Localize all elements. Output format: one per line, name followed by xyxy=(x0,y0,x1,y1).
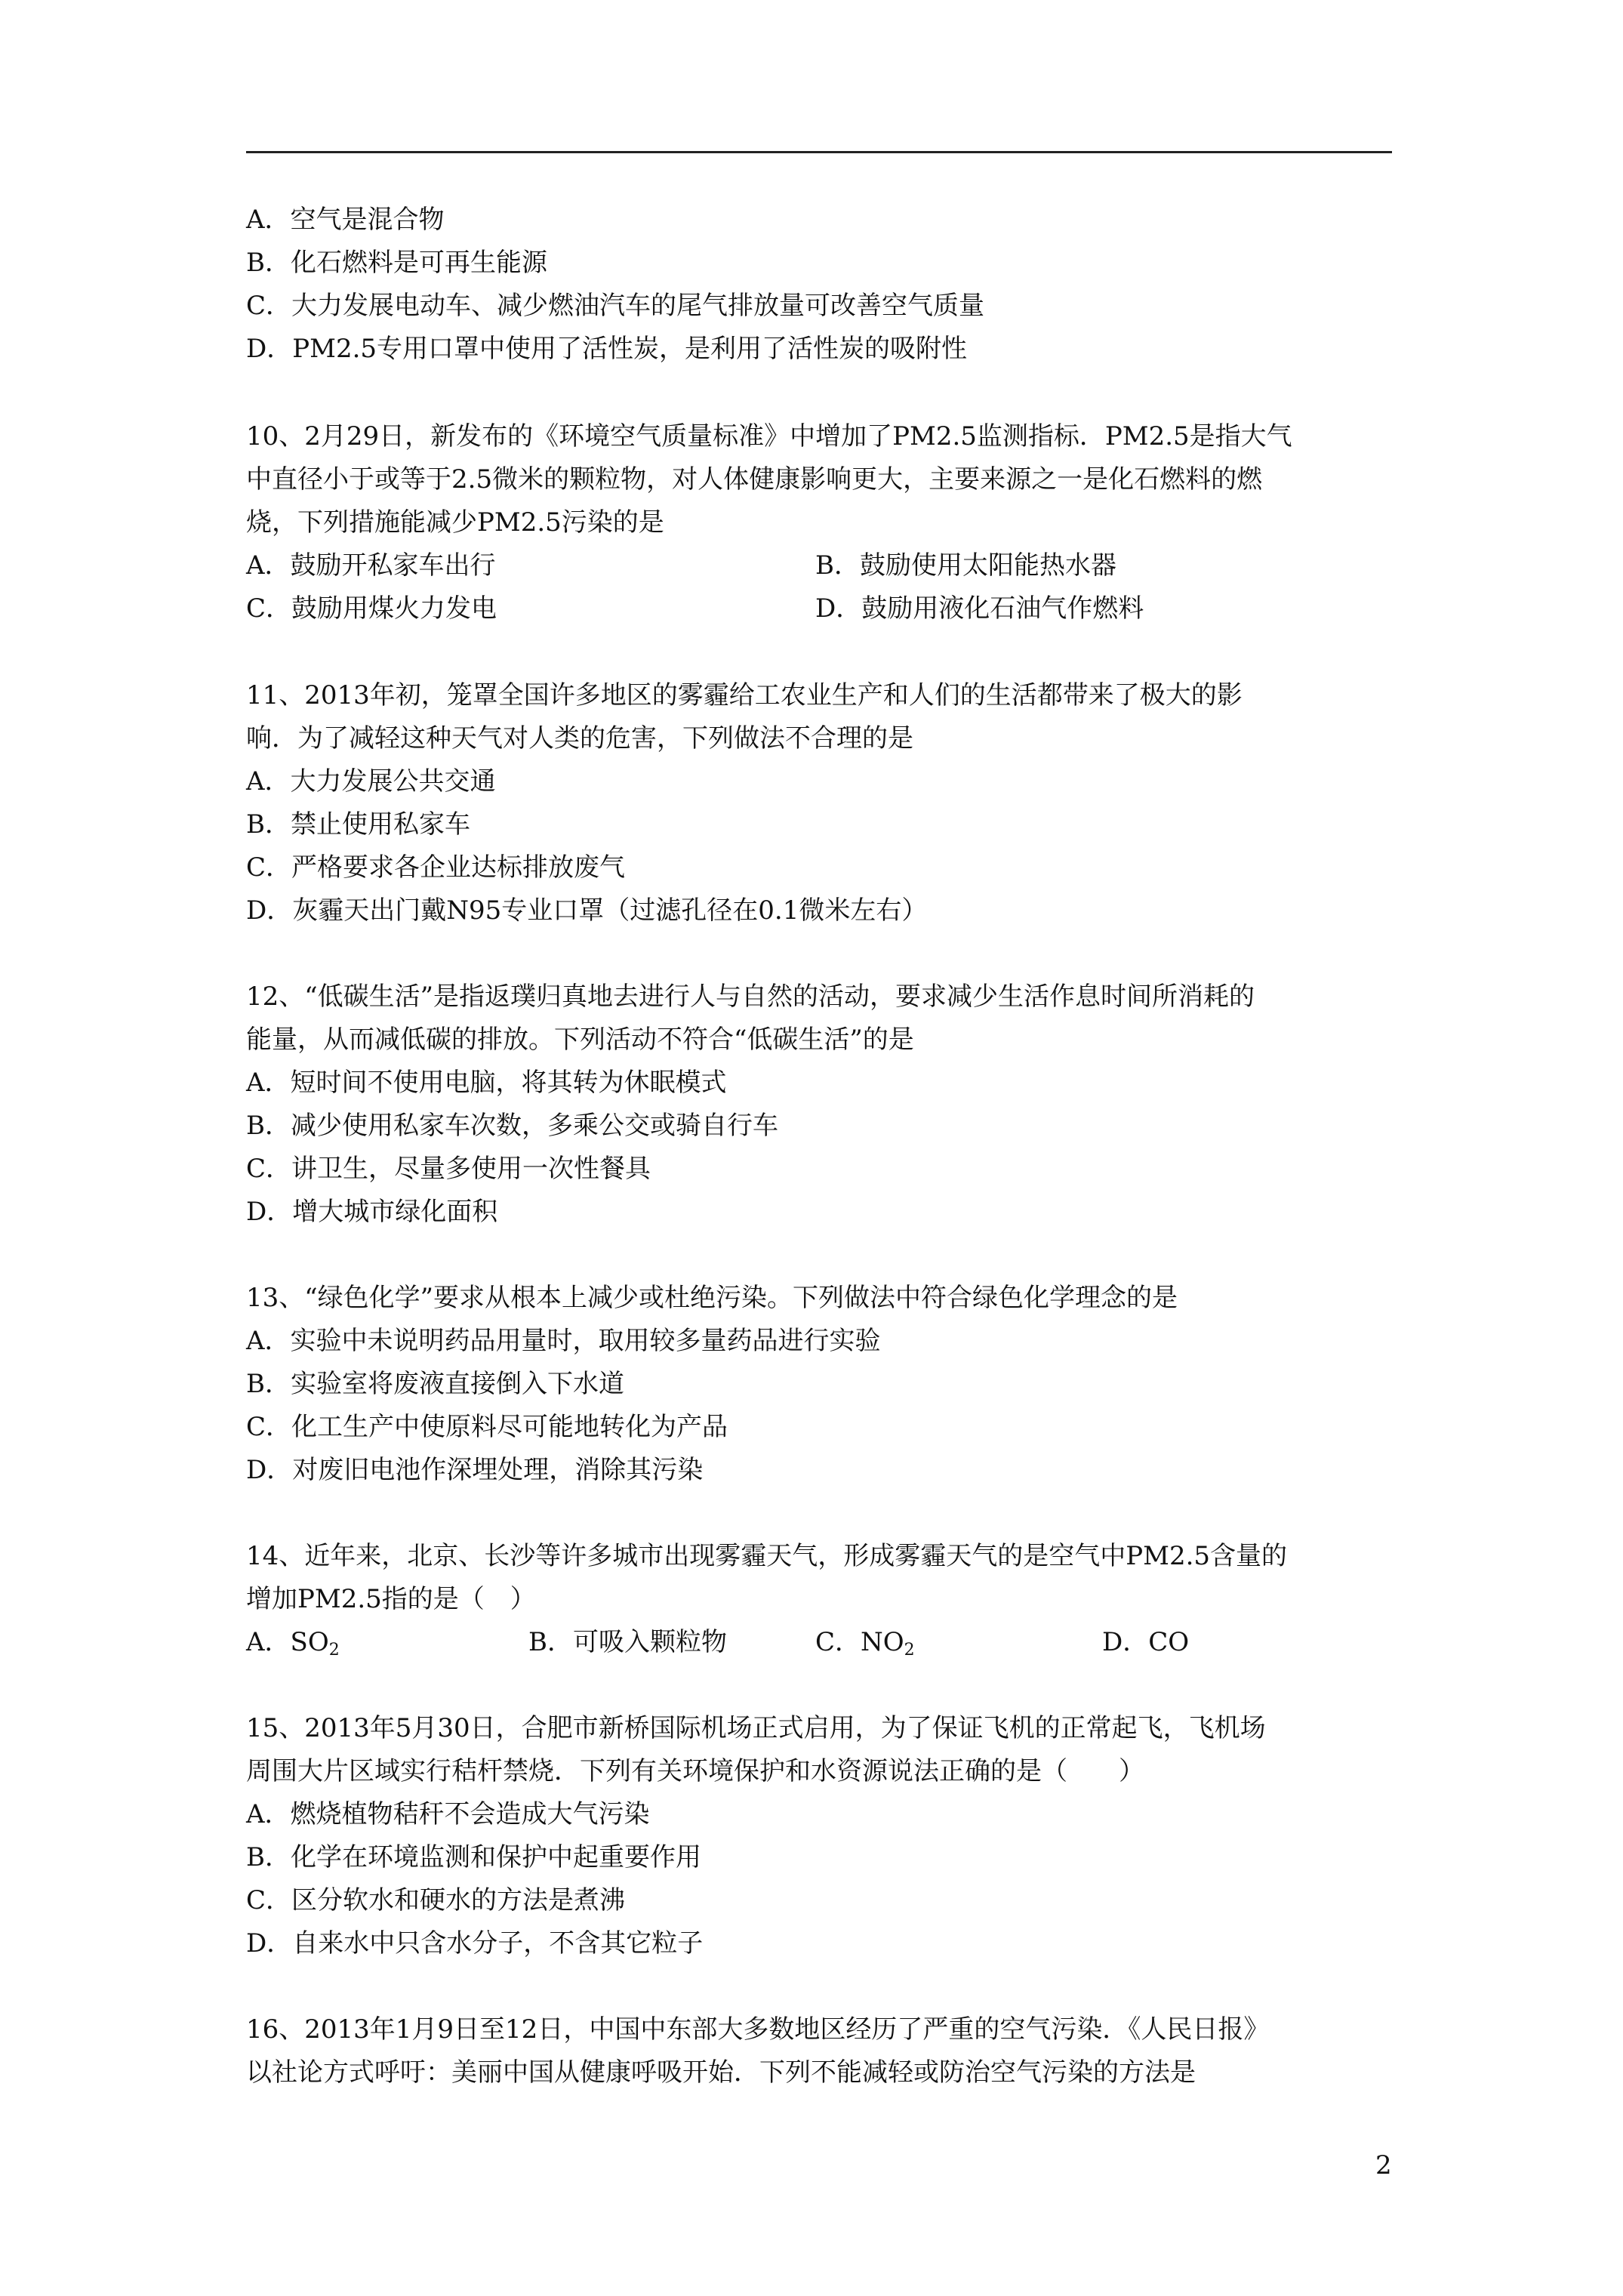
question-text: 11、2013年初，笼罩全国许多地区的雾霾给工农业生产和人们的生活都带来了极大的影 xyxy=(246,680,1243,710)
option-d: D．PM2.5专用口罩中使用了活性炭，是利用了活性炭的吸附性 xyxy=(246,334,968,364)
option-a: A．燃烧植物秸秆不会造成大气污染 xyxy=(246,1799,650,1829)
option-c: C．化工生产中使原料尽可能地转化为产品 xyxy=(246,1412,728,1442)
option-b: B．化石燃料是可再生能源 xyxy=(246,248,547,278)
option-b: B．减少使用私家车次数，多乘公交或骑自行车 xyxy=(246,1111,778,1141)
option-b: B．禁止使用私家车 xyxy=(246,809,470,840)
option-a: A．实验中未说明药品用量时，取用较多量药品进行实验 xyxy=(246,1326,881,1356)
question-text: 10、2月29日，新发布的《环境空气质量标准》中增加了PM2.5监测指标．PM2.5是指大气 xyxy=(246,421,1292,451)
option-a: A．空气是混合物 xyxy=(246,205,445,235)
option-a: A．短时间不使用电脑，将其转为休眠模式 xyxy=(246,1068,727,1098)
question-text: 响．为了减轻这种天气对人类的危害，下列做法不合理的是 xyxy=(246,723,913,754)
question-text: 中直径小于或等于2.5微米的颗粒物，对人体健康影响更大，主要来源之一是化石燃料的燃 xyxy=(246,464,1263,495)
option-c: C．大力发展电动车、减少燃油汽车的尾气排放量可改善空气质量 xyxy=(246,291,985,321)
question-text: 烧，下列措施能减少PM2.5污染的是 xyxy=(246,507,664,538)
option-a: A．大力发展公共交通 xyxy=(246,766,496,797)
option-b: B．实验室将废液直接倒入下水道 xyxy=(246,1369,624,1399)
page-number: 2 xyxy=(1375,2150,1392,2180)
option-d: D．对废旧电池作深埋处理，消除其污染 xyxy=(246,1455,704,1485)
question-text: 12、“低碳生活”是指返璞归真地去进行人与自然的活动，要求减少生活作息时间所消耗的 xyxy=(246,982,1255,1012)
option-c: C．鼓励用煤火力发电 xyxy=(246,593,497,624)
option-d: D．自来水中只含水分子，不含其它粒子 xyxy=(246,1928,704,1959)
option-c: C．区分软水和硬水的方法是煮沸 xyxy=(246,1885,626,1915)
option-b: B．鼓励使用太阳能热水器 xyxy=(815,550,1116,581)
question-text: 增加PM2.5指的是（ ） xyxy=(246,1584,536,1614)
option-a: A．$SO_2$ xyxy=(246,1627,340,1660)
question-text: 16、2013年1月9日至12日，中国中东部大多数地区经历了严重的空气污染．《人民日报》 xyxy=(246,2014,1270,2045)
option-d: D．增大城市绿化面积 xyxy=(246,1197,498,1227)
question-text: 周围大片区域实行秸杆禁烧．下列有关环境保护和水资源说法正确的是（ ） xyxy=(246,1756,1144,1786)
option-d: D．灰霾天出门戴N95专业口罩（过滤孔径在0.1微米左右） xyxy=(246,895,928,926)
question-text: 15、2013年5月30日，合肥市新桥国际机场正式启用，为了保证飞机的正常起飞，飞机场 xyxy=(246,1713,1266,1743)
question-text: 能量，从而减低碳的排放。下列活动不符合“低碳生活”的是 xyxy=(246,1025,914,1055)
option-c: C．严格要求各企业达标排放废气 xyxy=(246,852,626,883)
option-c: C．$NO_2$ xyxy=(815,1627,915,1660)
option-d: D．鼓励用液化石油气作燃料 xyxy=(815,593,1144,624)
option-b: B．可吸入颗粒物 xyxy=(528,1627,727,1657)
question-text: 13、“绿色化学”要求从根本上减少或杜绝污染。下列做法中符合绿色化学理念的是 xyxy=(246,1283,1178,1313)
option-c: C．讲卫生，尽量多使用一次性餐具 xyxy=(246,1154,651,1184)
question-text: 以社论方式呼吁：美丽中国从健康呼吸开始．下列不能减轻或防治空气污染的方法是 xyxy=(246,2057,1196,2088)
option-a: A．鼓励开私家车出行 xyxy=(246,550,496,581)
option-d: D．CO xyxy=(1102,1627,1190,1657)
question-text: 14、近年来，北京、长沙等许多城市出现雾霾天气，形成雾霾天气的是空气中PM2.5含量的 xyxy=(246,1541,1288,1571)
option-b: B．化学在环境监测和保护中起重要作用 xyxy=(246,1842,701,1872)
header-rule xyxy=(246,151,1392,153)
